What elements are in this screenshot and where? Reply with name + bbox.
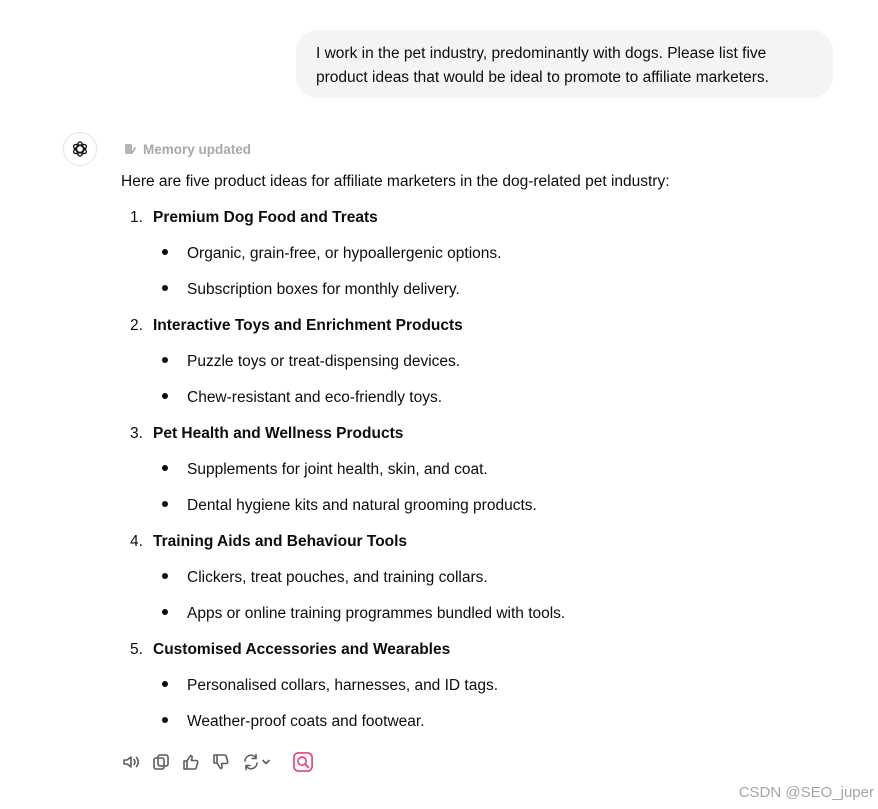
list-bullet xyxy=(160,350,460,374)
list-bullet xyxy=(160,602,565,626)
bullet-dot xyxy=(162,285,168,291)
user-message-bubble xyxy=(296,30,833,98)
bullet-dot xyxy=(162,501,168,507)
thumbs-down-icon xyxy=(211,752,231,772)
bullet-dot xyxy=(162,249,168,255)
list-bullet xyxy=(160,278,460,302)
bullet-dot xyxy=(162,681,168,687)
regenerate-button[interactable] xyxy=(241,752,273,772)
list-item-title xyxy=(130,206,378,230)
memory-updated-indicator[interactable] xyxy=(123,139,251,159)
regenerate-icon xyxy=(241,752,273,772)
bullet-dot xyxy=(162,609,168,615)
openai-logo-icon xyxy=(70,139,90,159)
read-aloud-button[interactable] xyxy=(121,752,141,772)
bullet-text: Organic, grain-free, or hypoallergenic options. xyxy=(187,245,502,262)
list-item-title xyxy=(130,314,463,338)
bullet-dot xyxy=(162,393,168,399)
list-item-label: Interactive Toys and Enrichment Products xyxy=(153,317,463,334)
assistant-intro: Here are five product ideas for affiliate marketers in the dog-related pet industry: xyxy=(121,173,670,190)
bullet-dot xyxy=(162,357,168,363)
bullet-text: Clickers, treat pouches, and training collars. xyxy=(187,569,488,586)
list-bullet xyxy=(160,458,488,482)
message-action-bar xyxy=(121,750,323,774)
bullet-text: Weather-proof coats and footwear. xyxy=(187,713,425,730)
bullet-text: Dental hygiene kits and natural grooming products. xyxy=(187,497,537,514)
list-bullet xyxy=(160,242,501,266)
memory-edit-icon xyxy=(123,142,137,156)
list-bullet xyxy=(160,386,442,410)
read-aloud-icon xyxy=(121,752,141,772)
list-item-label: Pet Health and Wellness Products xyxy=(153,425,404,442)
list-bullet xyxy=(160,494,537,518)
list-item-title xyxy=(130,422,403,446)
list-item-number: 1. xyxy=(130,209,143,226)
list-bullet xyxy=(160,710,425,734)
bullet-text: Puzzle toys or treat-dispensing devices. xyxy=(187,353,461,370)
thumbs-up-icon xyxy=(181,752,201,772)
list-item-title xyxy=(130,530,407,554)
bullet-text: Chew-resistant and eco-friendly toys. xyxy=(187,389,443,406)
list-item-label: Premium Dog Food and Treats xyxy=(153,209,378,226)
bullet-dot xyxy=(162,717,168,723)
memory-updated-label: Memory updated xyxy=(143,141,252,157)
list-bullet xyxy=(160,566,488,590)
bullet-text: Supplements for joint health, skin, and coat. xyxy=(187,461,488,478)
copy-button[interactable] xyxy=(151,752,171,772)
list-item-number: 2. xyxy=(130,317,143,334)
bad-response-button[interactable] xyxy=(211,752,231,772)
search-extension-icon xyxy=(293,751,313,773)
list-bullet xyxy=(160,674,498,698)
bullet-dot xyxy=(162,573,168,579)
search-extension-button[interactable] xyxy=(293,752,313,772)
list-item-label: Customised Accessories and Wearables xyxy=(153,641,451,658)
copy-icon xyxy=(151,752,171,772)
bullet-dot xyxy=(162,465,168,471)
list-item-label: Training Aids and Behaviour Tools xyxy=(153,533,408,550)
list-item-number: 3. xyxy=(130,425,143,442)
bullet-text: Apps or online training programmes bundled with tools. xyxy=(187,605,566,622)
list-item-number: 5. xyxy=(130,641,143,658)
assistant-avatar xyxy=(63,132,97,166)
bullet-text: Personalised collars, harnesses, and ID tags. xyxy=(187,677,499,694)
list-item-number: 4. xyxy=(130,533,143,550)
list-item-title xyxy=(130,638,450,662)
good-response-button[interactable] xyxy=(181,752,201,772)
watermark: CSDN @SEO_juper xyxy=(738,784,874,801)
bullet-text: Subscription boxes for monthly delivery. xyxy=(187,281,460,298)
user-message-text: I work in the pet industry, predominantly with dogs. Please list five product ideas that would be ideal to promote to affiliate marketers. xyxy=(316,45,769,86)
